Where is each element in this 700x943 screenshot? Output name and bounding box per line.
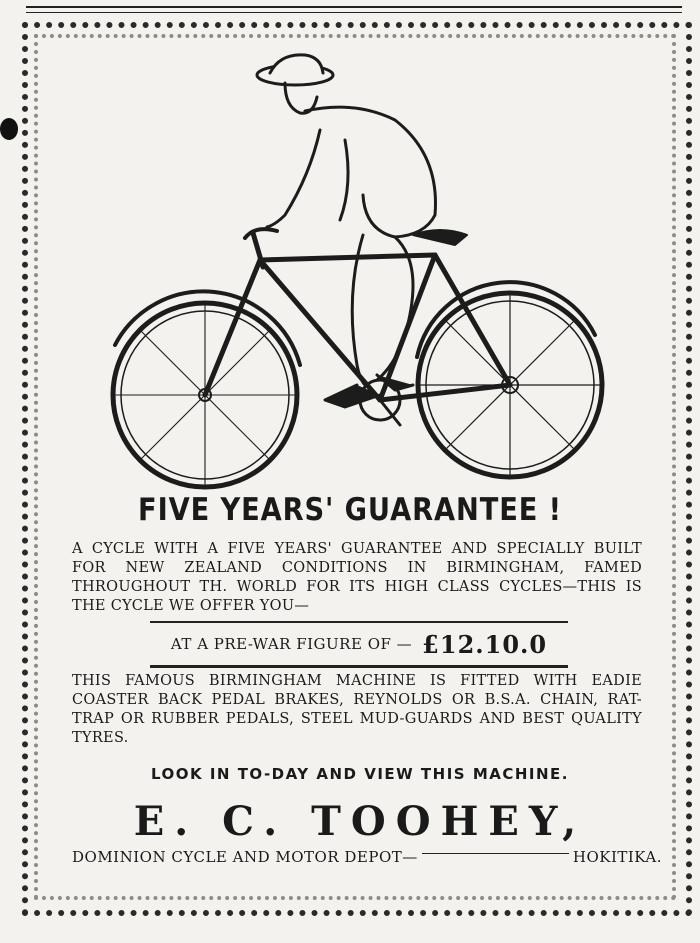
merchant-name: E. C. TOOHEY,	[133, 798, 587, 845]
business-name: DOMINION CYCLE AND MOTOR DEPOT—	[72, 848, 418, 866]
call-to-action: LOOK IN TO-DAY AND VIEW THIS MACHINE.	[150, 765, 570, 783]
ad-intro-text: A CYCLE WITH A FIVE YEARS' GUARANTEE AND SPECIALLY BUILT FOR NEW ZEALAND CONDITIONS IN BIRMINGHAM, FAMED THROUGHOUT TH. WORLD FOR ITS HIGH CLASS CYCLES—THIS IS THE CYCLE WE OFFER YOU—	[72, 541, 642, 614]
ink-blot	[0, 118, 18, 140]
price-label: AT A PRE-WAR FIGURE OF —	[170, 635, 413, 653]
ad-headline: FIVE YEARS' GUARANTEE !	[138, 492, 562, 528]
business-location: HOKITIKA.	[572, 848, 662, 866]
footer-dash	[422, 853, 569, 854]
top-rule	[26, 6, 682, 8]
cyclist-illustration	[95, 45, 615, 495]
footer-line	[72, 848, 662, 866]
price-value: £12.10.0	[422, 629, 548, 659]
top-rule-thin	[26, 12, 682, 13]
rider	[257, 55, 436, 407]
price-banner	[150, 621, 568, 668]
ad-features-text: THIS FAMOUS BIRMINGHAM MACHINE IS FITTED WITH EADIE COASTER BACK PEDAL BRAKES, REYNOLDS OR B.S.A. CHAIN, RAT-TRAP OR RUBBER PEDALS, STEEL MUD-GUARDS AND BEST QUALITY TYRES.	[72, 673, 642, 746]
